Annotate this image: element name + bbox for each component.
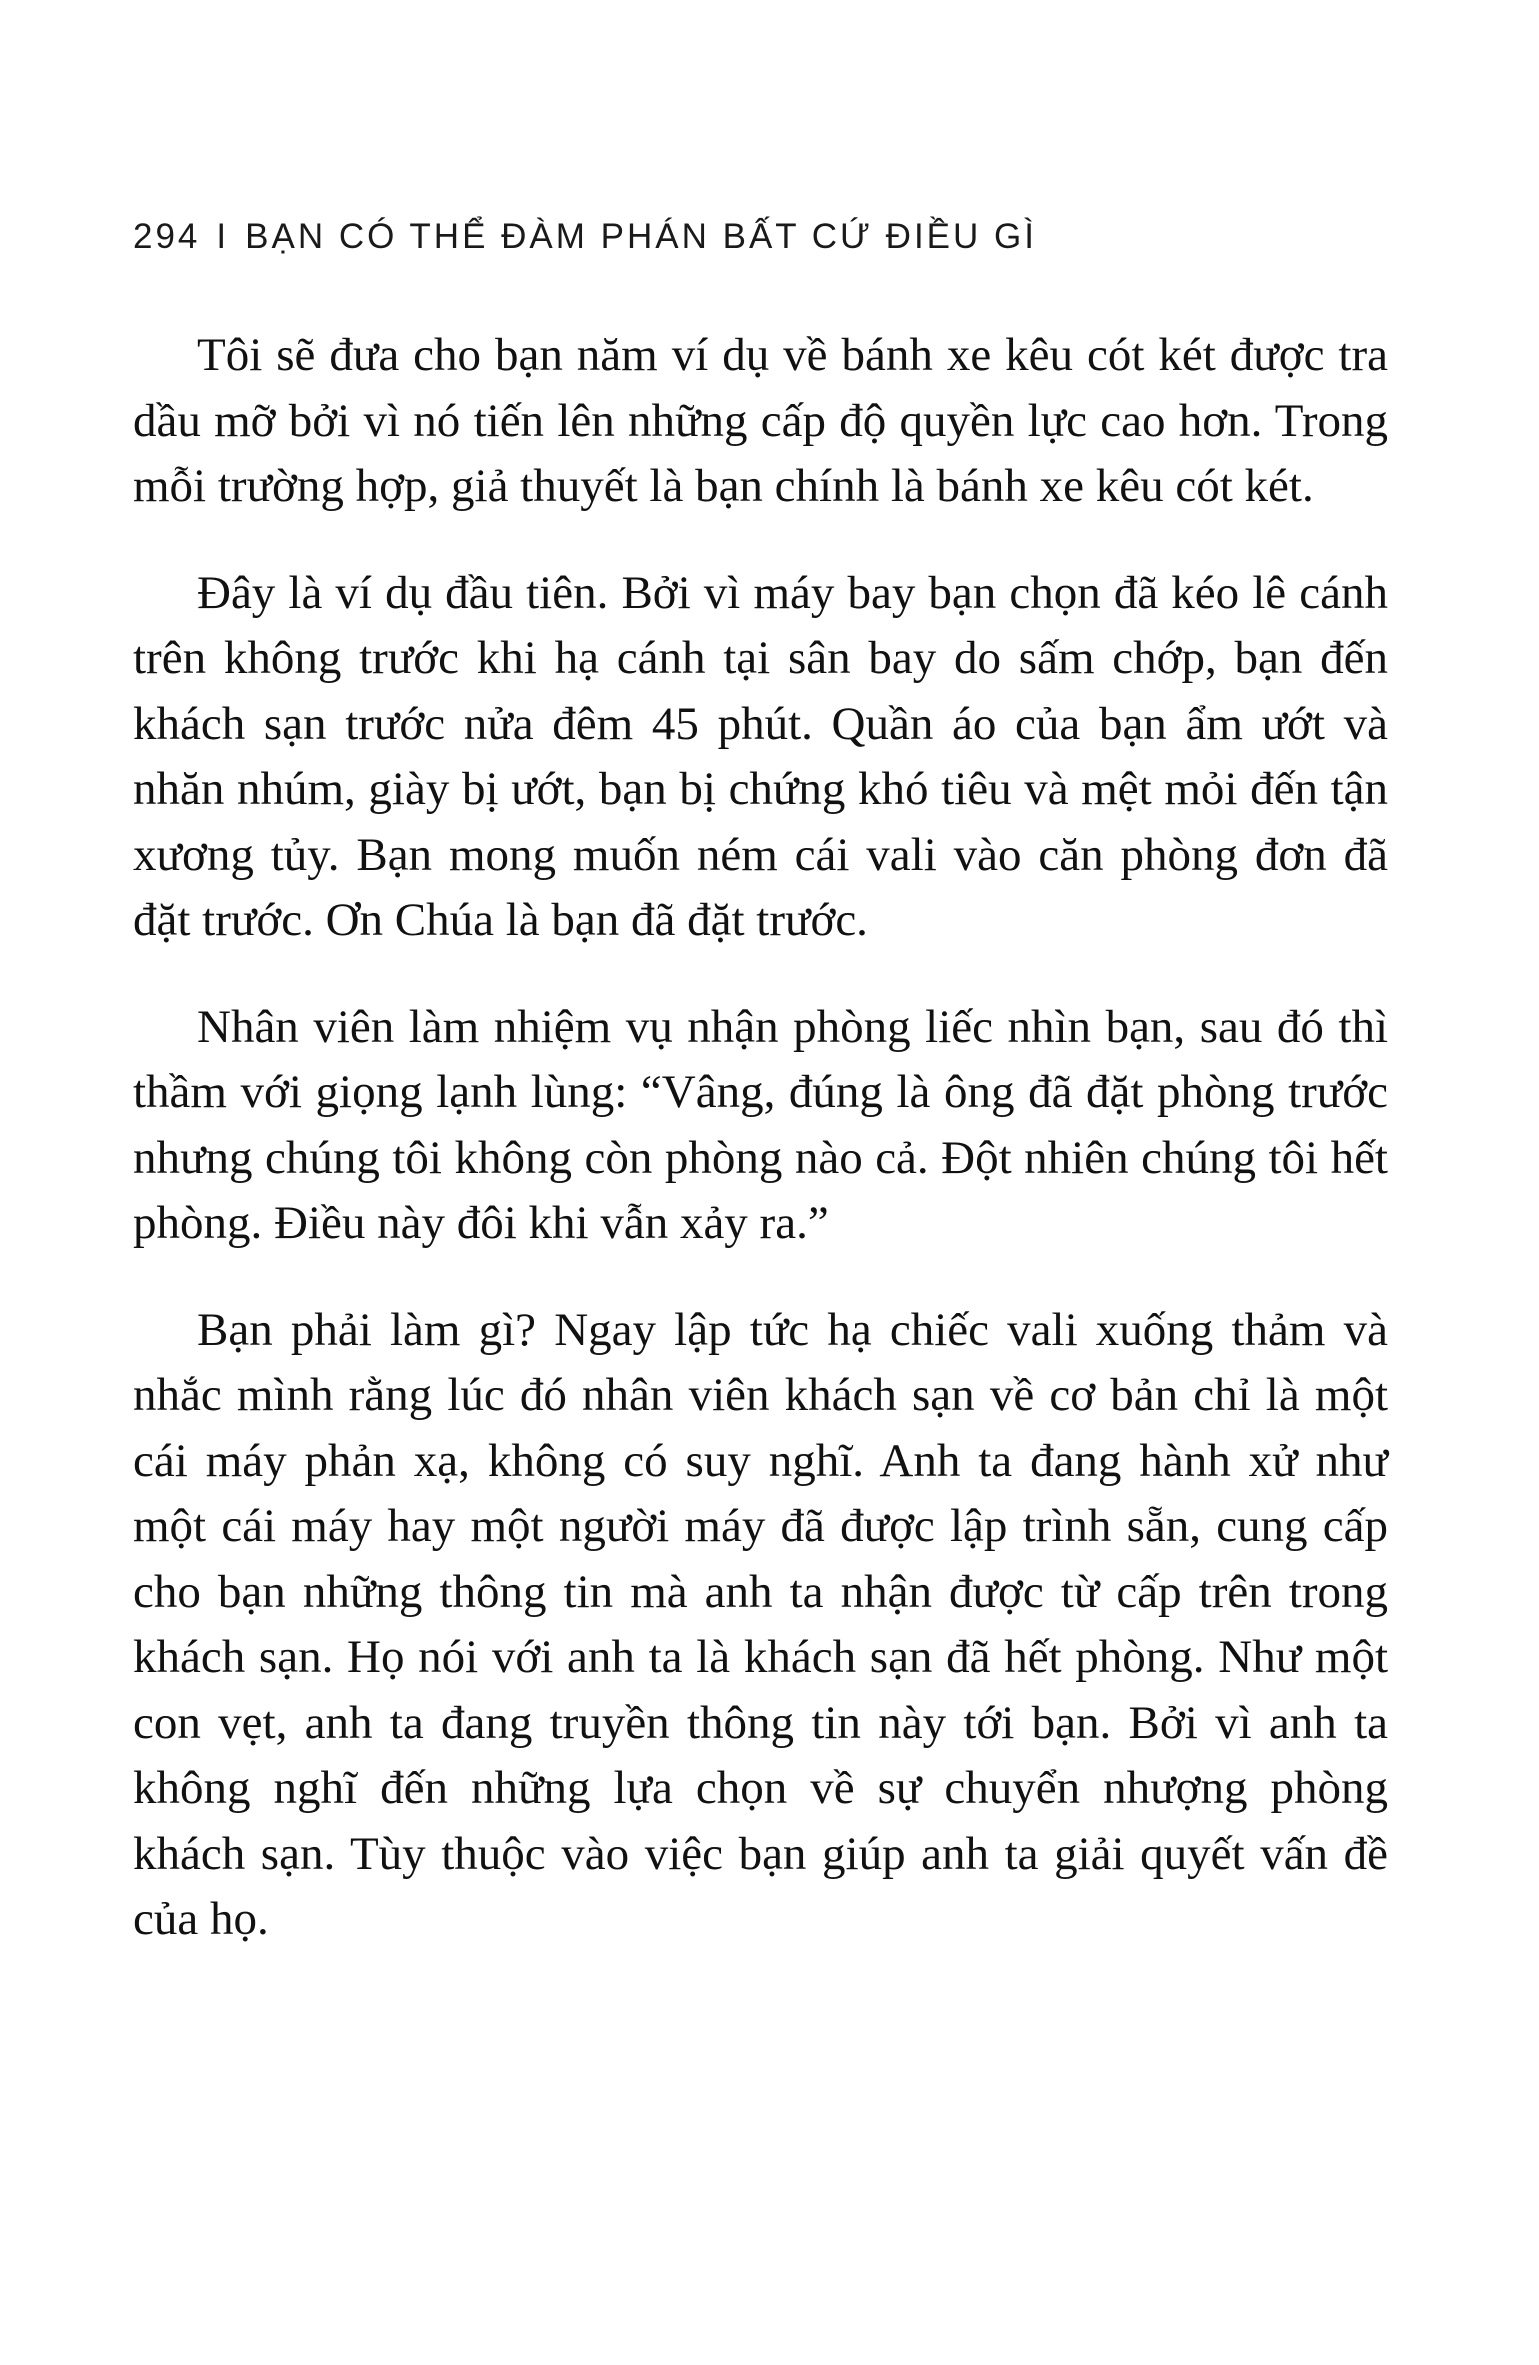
book-title: BẠN CÓ THỂ ĐÀM PHÁN BẤT CỨ ĐIỀU GÌ: [245, 217, 1037, 256]
body-text: [133, 323, 1388, 1994]
page-number: 294: [133, 217, 201, 256]
header-separator: I: [216, 217, 230, 256]
paragraph-1: Tôi sẽ đưa cho bạn năm ví dụ về bánh xe kêu cót két được tra dầu mỡ bởi vì nó tiến lên những cấp độ quyền lực cao hơn. Trong mỗi trường hợp, giả thuyết là bạn chính là bánh xe kêu cót két.: [133, 329, 1388, 512]
paragraph-4: Bạn phải làm gì? Ngay lập tức hạ chiếc vali xuống thảm và nhắc mình rằng lúc đó nhân viên khách sạn về cơ bản chỉ là một cái máy phản xạ, không có suy nghĩ. Anh ta đang hành xử như một cái máy hay một người máy đã được lập trình sẵn, cung cấp cho bạn những thông tin mà anh ta nhận được từ cấp trên trong khách sạn. Họ nói với anh ta là khách sạn đã hết phòng. Như một con vẹt, anh ta đang truyền thông tin này tới bạn. Bởi vì anh ta không nghĩ đến những lựa chọn về sự chuyển nhượng phòng khách sạn. Tùy thuộc vào việc bạn giúp anh ta giải quyết vấn đề của họ.: [133, 1303, 1388, 1945]
running-header: [133, 212, 1393, 262]
paragraph-2: Đây là ví dụ đầu tiên. Bởi vì máy bay bạn chọn đã kéo lê cánh trên không trước khi hạ cánh tại sân bay do sấm chớp, bạn đến khách sạn trước nửa đêm 45 phút. Quần áo của bạn ẩm ướt và nhăn nhúm, giày bị ướt, bạn bị chứng khó tiêu và mệt mỏi đến tận xương tủy. Bạn mong muốn ném cái vali vào căn phòng đơn đã đặt trước. Ơn Chúa là bạn đã đặt trước.: [133, 566, 1388, 946]
paragraph-3: Nhân viên làm nhiệm vụ nhận phòng liếc nhìn bạn, sau đó thì thầm với giọng lạnh lùng: “Vâng, đúng là ông đã đặt phòng trước nhưng chúng tôi không còn phòng nào cả. Đột nhiên chúng tôi hết phòng. Điều này đôi khi vẫn xảy ra.”: [133, 1000, 1388, 1249]
